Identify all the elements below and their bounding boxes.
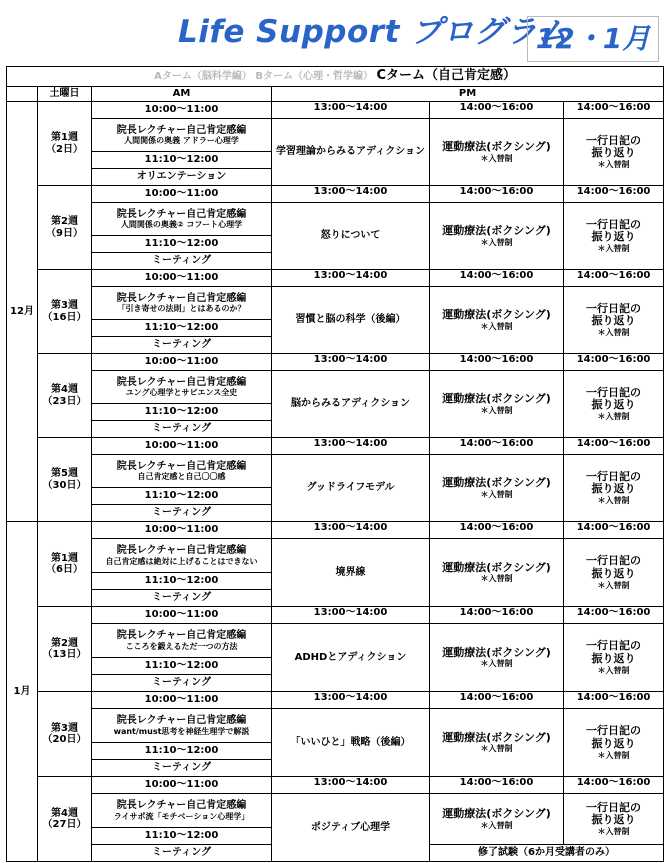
week-cell [38, 186, 92, 270]
exercise-cell [430, 455, 564, 522]
week-label: 第2週 [51, 637, 78, 649]
pm-topic: 「いいひと」戦略（後編） [272, 709, 430, 777]
pm-topic: 習慣と脳の科学（後編） [272, 287, 430, 354]
diary-title-line1: 一行日記の [586, 800, 642, 814]
exercise-cell [430, 539, 564, 607]
diary-title-line1: 一行日記の [586, 639, 642, 653]
exercise-cell [430, 203, 564, 270]
am-session-2: ミーティング [92, 253, 272, 270]
period-badge: 12・1月 [527, 16, 659, 62]
am-time-2: 11:10～12:00 [92, 152, 272, 169]
lecture-cell [92, 203, 272, 236]
lecture-cell [92, 455, 272, 488]
am-time-2: 11:10～12:00 [92, 488, 272, 505]
month-cell: 1月 [7, 522, 38, 862]
diary-note: ＊入替制 [597, 580, 630, 590]
final-exam: 修了試験（6か月受講者のみ） [430, 845, 664, 862]
diary-title-line2: 振り返り [591, 736, 636, 750]
week-row-b [7, 624, 664, 658]
week-date: （2日） [46, 143, 83, 155]
am-time-2: 11:10～12:00 [92, 573, 272, 590]
header-row [7, 87, 664, 102]
pm-time-1: 13:00～14:00 [272, 438, 430, 455]
am-time-2: 11:10～12:00 [92, 658, 272, 675]
week-date: （9日） [46, 227, 83, 239]
exercise-cell [430, 794, 564, 845]
week-row-a [7, 270, 664, 287]
week-date: （30日） [42, 479, 87, 491]
pm-time-2: 14:00～16:00 [430, 692, 564, 709]
lecture-title: 院長レクチャー自己肯定感編 [116, 376, 247, 388]
header-blank [7, 87, 38, 102]
lecture-title: 院長レクチャー自己肯定感編 [116, 715, 247, 727]
lecture-cell [92, 371, 272, 404]
diary-title-line2: 振り返り [591, 314, 636, 328]
week-label: 第5週 [51, 468, 78, 479]
diary-note: ＊入替制 [597, 244, 630, 254]
week-cell [38, 692, 92, 777]
pm-time-3: 14:00～16:00 [564, 102, 664, 119]
lecture-subtitle: 人間関係の奥義 アドラー心理学 [124, 136, 239, 146]
lecture-subtitle: 人間関係の奥義② コフート心理学 [120, 220, 243, 230]
lecture-title: 院長レクチャー自己肯定感編 [116, 292, 247, 304]
month-cell: 12月 [7, 102, 38, 522]
week-row-a [7, 354, 664, 371]
header-pm: PM [272, 87, 664, 102]
lecture-subtitle: こころを鍛えるただ一つの方法 [125, 641, 238, 651]
pm-time-2: 14:00～16:00 [430, 607, 564, 624]
exercise-cell [430, 287, 564, 354]
am-time-1: 10:00～11:00 [92, 777, 272, 794]
week-row-a [7, 438, 664, 455]
lecture-cell [92, 624, 272, 658]
week-label: 第1週 [51, 132, 78, 143]
pm-time-1: 13:00～14:00 [272, 186, 430, 203]
am-session-2: ミーティング [92, 760, 272, 777]
diary-title-line1: 一行日記の [586, 469, 642, 483]
exercise-title: 運動療法(ボクシング) [442, 645, 551, 659]
lecture-subtitle: want/must思考を神経生理学で解説 [113, 726, 250, 736]
diary-title-line2: 振り返り [591, 230, 636, 244]
diary-cell [564, 624, 664, 692]
diary-cell [564, 709, 664, 777]
week-row-b [7, 709, 664, 743]
diary-note: ＊入替制 [597, 665, 630, 675]
week-row-b [7, 539, 664, 573]
week-cell [38, 522, 92, 607]
week-cell [38, 354, 92, 438]
lecture-subtitle: ユング心理学とサピエンス全史 [125, 388, 238, 398]
exercise-cell [430, 371, 564, 438]
week-row-b [7, 455, 664, 488]
exercise-cell [430, 709, 564, 777]
exercise-title: 運動療法(ボクシング) [442, 560, 551, 574]
am-time-1: 10:00～11:00 [92, 354, 272, 371]
diary-cell [564, 119, 664, 186]
pm-time-3: 14:00～16:00 [564, 438, 664, 455]
week-label: 第3週 [51, 722, 78, 734]
exercise-note: ＊入替制 [480, 237, 513, 247]
term-c: Cターム（自己肯定感） [376, 68, 516, 84]
week-date: （27日） [42, 819, 87, 830]
page-title: Life Support プログラム [178, 14, 569, 50]
pm-time-3: 14:00～16:00 [564, 777, 664, 794]
pm-topic: グッドライフモデル [272, 455, 430, 522]
am-time-1: 10:00～11:00 [92, 186, 272, 203]
pm-topic: 境界線 [272, 539, 430, 607]
exercise-note: ＊入替制 [480, 659, 513, 669]
diary-note: ＊入替制 [597, 160, 630, 170]
am-time-2: 11:10～12:00 [92, 320, 272, 337]
lecture-title: 院長レクチャー自己肯定感編 [116, 630, 247, 642]
week-date: （16日） [42, 311, 87, 323]
pm-time-1: 13:00～14:00 [272, 522, 430, 539]
week-label: 第2週 [51, 216, 78, 227]
am-time-1: 10:00～11:00 [92, 102, 272, 119]
week-row-b [7, 287, 664, 320]
diary-title-line1: 一行日記の [586, 724, 642, 738]
week-row-a [7, 102, 664, 119]
am-session-2: オリエンテーション [92, 169, 272, 186]
pm-time-2: 14:00～16:00 [430, 270, 564, 287]
term-b: Bターム（心理・哲学編） [255, 71, 373, 83]
week-row-b [7, 119, 664, 152]
exercise-title: 運動療法(ボクシング) [442, 140, 551, 154]
exercise-title: 運動療法(ボクシング) [442, 224, 551, 238]
am-time-1: 10:00～11:00 [92, 270, 272, 287]
week-cell [38, 438, 92, 522]
lecture-cell [92, 539, 272, 573]
exercise-note: ＊入替制 [480, 820, 513, 830]
schedule-table [6, 66, 664, 862]
diary-title-line1: 一行日記の [586, 133, 642, 147]
lecture-subtitle: 「引き寄せの法則」とはあるのか？ [117, 304, 246, 314]
week-row-b [7, 203, 664, 236]
am-time-1: 10:00～11:00 [92, 607, 272, 624]
diary-cell [564, 539, 664, 607]
exercise-cell [430, 119, 564, 186]
diary-note: ＊入替制 [597, 827, 630, 837]
lecture-subtitle: ライサポ流「モチベーション心理学」 [113, 811, 250, 821]
pm-time-3: 14:00～16:00 [564, 692, 664, 709]
pm-time-3: 14:00～16:00 [564, 270, 664, 287]
pm-time-1: 13:00～14:00 [272, 692, 430, 709]
exercise-note: ＊入替制 [480, 574, 513, 584]
diary-title-line2: 振り返り [591, 651, 636, 665]
lecture-subtitle: 自己肯定感と自己〇〇感 [137, 472, 226, 482]
diary-cell [564, 287, 664, 354]
am-time-2: 11:10～12:00 [92, 236, 272, 253]
week-row-a [7, 777, 664, 794]
week-row-b [7, 371, 664, 404]
diary-cell [564, 455, 664, 522]
lecture-cell [92, 287, 272, 320]
diary-cell [564, 794, 664, 845]
pm-topic: 怒りについて [272, 203, 430, 270]
header-am: AM [92, 87, 272, 102]
pm-time-3: 14:00～16:00 [564, 522, 664, 539]
pm-topic: 学習理論からみるアディクション [272, 119, 430, 186]
am-session-2: ミーティング [92, 845, 272, 862]
pm-time-2: 14:00～16:00 [430, 522, 564, 539]
diary-cell [564, 203, 664, 270]
am-session-2: ミーティング [92, 675, 272, 692]
am-session-2: ミーティング [92, 590, 272, 607]
week-label: 第3週 [51, 300, 78, 311]
lecture-cell [92, 794, 272, 828]
diary-title-line2: 振り返り [591, 566, 636, 580]
pm-time-1: 13:00～14:00 [272, 354, 430, 371]
exercise-title: 運動療法(ボクシング) [442, 807, 551, 821]
lecture-title: 院長レクチャー自己肯定感編 [116, 800, 247, 812]
diary-title-line1: 一行日記の [586, 301, 642, 315]
exercise-note: ＊入替制 [480, 489, 513, 499]
am-time-2: 11:10～12:00 [92, 404, 272, 421]
exercise-cell [430, 624, 564, 692]
week-row-a [7, 522, 664, 539]
exercise-note: ＊入替制 [480, 744, 513, 754]
pm-time-2: 14:00～16:00 [430, 186, 564, 203]
am-time-2: 11:10～12:00 [92, 743, 272, 760]
diary-title-line2: 振り返り [591, 813, 636, 827]
diary-title-line1: 一行日記の [586, 554, 642, 568]
diary-title-line2: 振り返り [591, 482, 636, 496]
week-date: （6日） [46, 564, 83, 575]
pm-topic: ポジティブ心理学 [272, 794, 430, 862]
diary-cell [564, 371, 664, 438]
lecture-cell [92, 709, 272, 743]
week-date: （20日） [42, 734, 87, 745]
week-row-a [7, 186, 664, 203]
header-saturday: 土曜日 [38, 87, 92, 102]
exercise-title: 運動療法(ボクシング) [442, 476, 551, 490]
pm-time-3: 14:00～16:00 [564, 186, 664, 203]
pm-time-2: 14:00～16:00 [430, 102, 564, 119]
pm-time-2: 14:00～16:00 [430, 354, 564, 371]
diary-title-line1: 一行日記の [586, 217, 642, 231]
am-session-2: ミーティング [92, 505, 272, 522]
diary-title-line1: 一行日記の [586, 385, 642, 399]
week-cell [38, 270, 92, 354]
exercise-title: 運動療法(ボクシング) [442, 392, 551, 406]
pm-time-1: 13:00～14:00 [272, 102, 430, 119]
pm-time-1: 13:00～14:00 [272, 270, 430, 287]
week-label: 第1週 [51, 552, 78, 564]
lecture-subtitle: 自己肯定感は絶対に上げることはできない [105, 556, 258, 566]
exercise-note: ＊入替制 [480, 153, 513, 163]
term-a: Aターム（脳科学編） [154, 71, 252, 83]
week-cell [38, 102, 92, 186]
diary-title-line2: 振り返り [591, 398, 636, 412]
lecture-title: 院長レクチャー自己肯定感編 [116, 208, 247, 220]
pm-time-3: 14:00～16:00 [564, 607, 664, 624]
pm-time-2: 14:00～16:00 [430, 438, 564, 455]
diary-note: ＊入替制 [597, 750, 630, 760]
exercise-note: ＊入替制 [480, 405, 513, 415]
diary-note: ＊入替制 [597, 328, 630, 338]
pm-topic: ADHDとアディクション [272, 624, 430, 692]
week-row-a [7, 607, 664, 624]
exercise-note: ＊入替制 [480, 321, 513, 331]
diary-note: ＊入替制 [597, 412, 630, 422]
exercise-title: 運動療法(ボクシング) [442, 730, 551, 744]
am-time-1: 10:00～11:00 [92, 692, 272, 709]
exercise-title: 運動療法(ボクシング) [442, 308, 551, 322]
pm-topic: 脳からみるアディクション [272, 371, 430, 438]
pm-time-1: 13:00～14:00 [272, 777, 430, 794]
am-session-2: ミーティング [92, 421, 272, 438]
pm-time-2: 14:00～16:00 [430, 777, 564, 794]
diary-title-line2: 振り返り [591, 146, 636, 160]
week-date: （23日） [42, 395, 87, 407]
am-time-1: 10:00～11:00 [92, 438, 272, 455]
week-row-b [7, 794, 664, 828]
lecture-title: 院長レクチャー自己肯定感編 [116, 545, 247, 557]
pm-time-1: 13:00～14:00 [272, 607, 430, 624]
week-label: 第4週 [51, 384, 78, 395]
week-date: （13日） [42, 649, 87, 660]
lecture-cell [92, 119, 272, 152]
lecture-title: 院長レクチャー自己肯定感編 [116, 124, 247, 136]
week-cell [38, 777, 92, 862]
am-session-2: ミーティング [92, 337, 272, 354]
week-cell [38, 607, 92, 692]
week-label: 第4週 [51, 807, 78, 819]
term-row [7, 67, 664, 87]
week-row-a [7, 692, 664, 709]
diary-note: ＊入替制 [597, 496, 630, 506]
am-time-1: 10:00～11:00 [92, 522, 272, 539]
pm-time-3: 14:00～16:00 [564, 354, 664, 371]
lecture-title: 院長レクチャー自己肯定感編 [116, 460, 247, 472]
am-time-2: 11:10～12:00 [92, 828, 272, 845]
